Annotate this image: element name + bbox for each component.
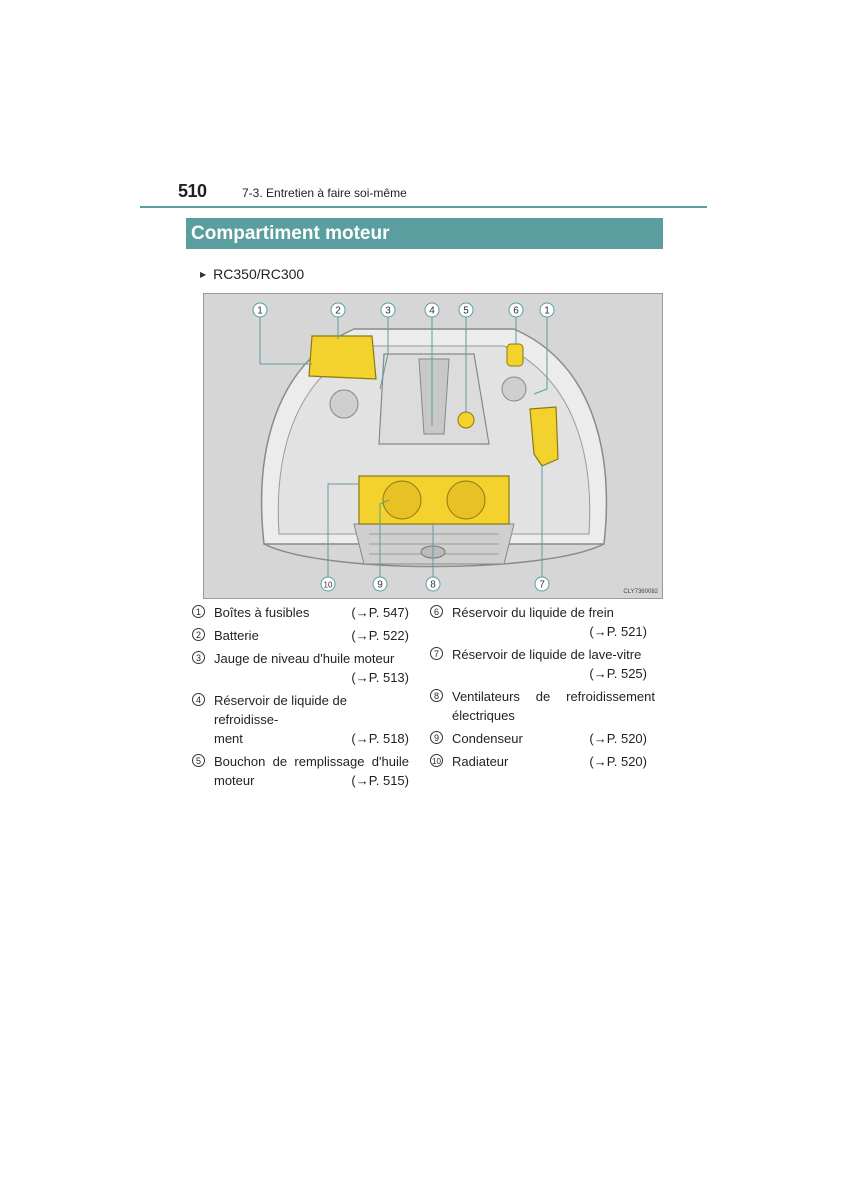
item-text: Réservoir de liquide de lave-vitre: [452, 647, 642, 662]
item-text-cont: moteur: [214, 773, 255, 788]
section-label: 7-3. Entretien à faire soi-même: [242, 186, 407, 200]
callout-4: [425, 303, 439, 317]
page-ref: (→P. 518): [351, 731, 409, 746]
svg-text:1: 1: [544, 305, 550, 317]
page-ref: (→P. 547): [351, 605, 409, 620]
page-ref: (→P. 522): [351, 628, 409, 643]
legend-item-4: [192, 691, 409, 748]
model-label: RC350/RC300: [213, 266, 305, 282]
number-circle: 5: [192, 754, 205, 767]
item-text: Boîtes à fusibles: [214, 605, 310, 620]
svg-text:9: 9: [377, 579, 383, 591]
page-number: 510: [178, 181, 207, 201]
legend-item-5: [192, 752, 409, 790]
figure-code: CLY7360082: [623, 589, 658, 595]
legend-item-8: [430, 687, 655, 725]
number-circle: 4: [192, 693, 205, 706]
item-text: Jauge de niveau d'huile moteur: [214, 651, 395, 666]
callout-9: [373, 577, 387, 591]
page-ref: (→P. 520): [589, 754, 647, 769]
callout-layer: [204, 294, 662, 598]
svg-text:6: 6: [513, 305, 519, 317]
item-text: Réservoir du liquide de frein: [452, 605, 614, 620]
callout-3: [381, 303, 395, 317]
item-text: Condenseur: [452, 731, 523, 746]
page-ref: (→P. 521): [589, 624, 647, 639]
number-circle: 10: [430, 754, 443, 767]
callout-1b: [540, 303, 554, 317]
legend-item-3: [192, 649, 409, 687]
svg-text:10: 10: [323, 580, 333, 590]
number-circle: 8: [430, 689, 443, 702]
model-line: [200, 266, 304, 282]
number-circle: 7: [430, 647, 443, 660]
right-legend: [430, 603, 655, 775]
callout-8: [426, 577, 440, 591]
legend-item-6: [430, 603, 655, 641]
callout-5: [459, 303, 473, 317]
page-ref: (→P. 513): [351, 670, 409, 685]
number-circle: 6: [430, 605, 443, 618]
svg-text:2: 2: [335, 305, 341, 317]
header-rule: [140, 206, 707, 208]
triangle-bullet-icon: ▶: [200, 270, 207, 279]
left-legend: [192, 603, 409, 794]
page-ref: (→P. 525): [589, 666, 647, 681]
item-text-cont: ment: [214, 731, 243, 746]
item-text: Radiateur: [452, 754, 509, 769]
svg-text:3: 3: [385, 305, 391, 317]
legend-item-7: [430, 645, 655, 683]
item-text-cont: électriques: [452, 708, 515, 723]
legend-item-1: [192, 603, 409, 622]
legend-item-10: [430, 752, 655, 771]
legend-item-9: [430, 729, 655, 748]
callout-1: [253, 303, 267, 317]
engine-compartment-figure: [203, 293, 663, 599]
svg-text:8: 8: [430, 579, 436, 591]
item-text: Réservoir de liquide de refroidisse-: [214, 693, 347, 727]
svg-text:7: 7: [539, 579, 545, 591]
number-circle: 9: [430, 731, 443, 744]
callout-7: [535, 577, 549, 591]
callout-10: [321, 577, 335, 591]
number-circle: 2: [192, 628, 205, 641]
legend-item-2: [192, 626, 409, 645]
svg-text:4: 4: [429, 305, 435, 317]
page-ref: (→P. 520): [589, 731, 647, 746]
page-ref: (→P. 515): [351, 773, 409, 788]
svg-text:1: 1: [257, 305, 263, 317]
item-text: Ventilateurs de refroidissement: [452, 689, 655, 704]
callout-2: [331, 303, 345, 317]
svg-text:5: 5: [463, 305, 469, 317]
number-circle: 3: [192, 651, 205, 664]
item-text: Batterie: [214, 628, 259, 643]
section-title: Compartiment moteur: [186, 218, 663, 249]
item-text: Bouchon de remplissage d'huile: [214, 754, 409, 769]
number-circle: 1: [192, 605, 205, 618]
callout-6: [509, 303, 523, 317]
